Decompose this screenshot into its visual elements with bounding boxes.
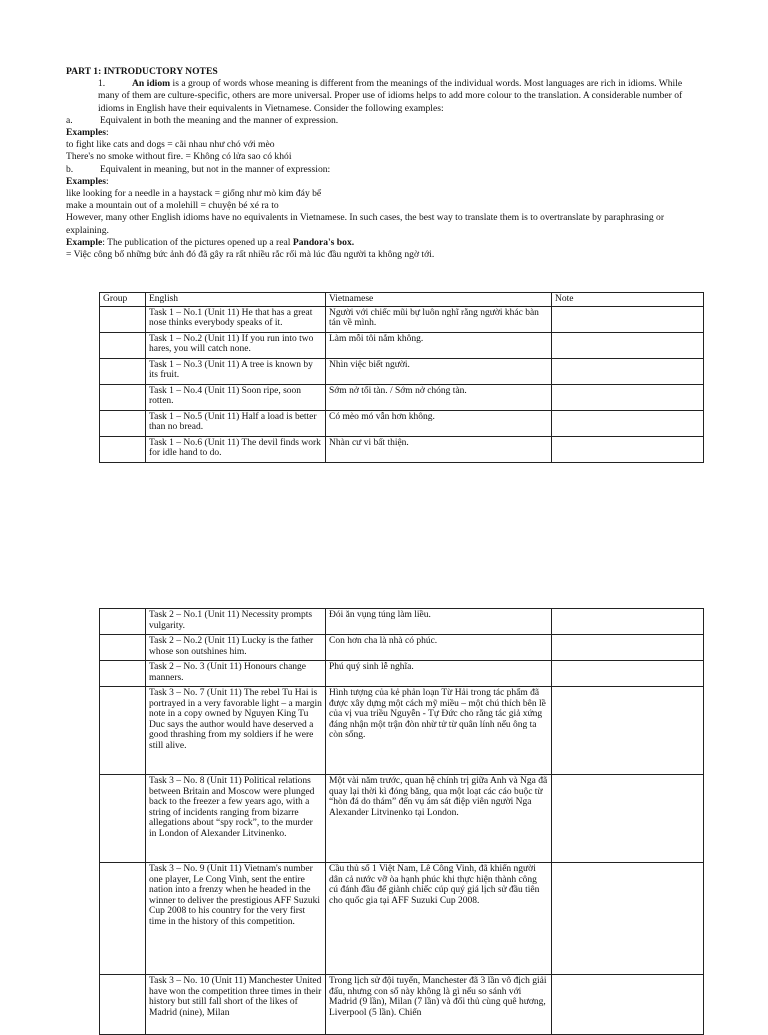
cell-group xyxy=(100,332,146,358)
table-row xyxy=(100,384,704,410)
example-label: Example xyxy=(66,236,103,248)
header-group: Group xyxy=(100,293,146,307)
header-vietnamese: Vietnamese xyxy=(326,293,552,307)
cell-group xyxy=(100,661,146,687)
paragraph-number: 1. xyxy=(98,78,106,90)
table-row xyxy=(100,306,704,332)
example-a1: to fight like cats and dogs = cãi nhau như chó với mèo xyxy=(66,139,275,151)
table-row xyxy=(100,358,704,384)
cell-note xyxy=(552,687,704,775)
table-row xyxy=(100,609,704,635)
examples-label-b: Examples: xyxy=(66,175,109,187)
cell-group xyxy=(100,410,146,436)
cell-english: Task 1 – No.4 (Unit 11) Soon ripe, soon rotten. xyxy=(146,384,326,410)
cell-group xyxy=(100,609,146,635)
cell-vietnamese: Một vài năm trước, quan hệ chính trị giữa Anh và Nga đã quay lại thời kì đóng băng, qua một loạt các cáo buộc từ “hòn đá do thám” đến vụ ám sát điệp viên người Nga Alexander Litvinenko tại London. xyxy=(326,775,552,863)
case-a-text: Equivalent in both the meaning and the manner of expression. xyxy=(100,114,339,126)
table-row xyxy=(100,635,704,661)
cell-english: Task 1 – No.1 (Unit 11) He that has a great nose thinks everybody speaks of it. xyxy=(146,306,326,332)
header-note: Note xyxy=(552,293,704,307)
cell-english: Task 1 – No.6 (Unit 11) The devil finds work for idle hand to do. xyxy=(146,436,326,462)
table-row xyxy=(100,661,704,687)
cell-group xyxy=(100,436,146,462)
table-row xyxy=(100,410,704,436)
cell-vietnamese: Sớm nở tối tàn. / Sớm nở chóng tàn. xyxy=(326,384,552,410)
overtranslate-paragraph: However, many other English idioms have no equivalents in Vietnamese. In such cases, the best way to translate them is to overtranslate by paraphrasing or explaining. xyxy=(66,212,665,236)
cell-group xyxy=(100,775,146,863)
cell-vietnamese: Nhàn cư vi bất thiện. xyxy=(326,436,552,462)
cell-vietnamese: Làm mỗi tôi nắm không. xyxy=(326,332,552,358)
case-b xyxy=(66,164,702,176)
cell-group xyxy=(100,863,146,975)
cell-vietnamese: Phú quý sinh lễ nghĩa. xyxy=(326,661,552,687)
case-a-number: a. xyxy=(66,114,73,126)
cell-english: Task 1 – No.2 (Unit 11) If you run into two hares, you will catch none. xyxy=(146,332,326,358)
table-row xyxy=(100,775,704,863)
cell-english: Task 2 – No. 3 (Unit 11) Honours change manners. xyxy=(146,661,326,687)
header-english: English xyxy=(146,293,326,307)
cell-english: Task 2 – No.2 (Unit 11) Lucky is the father whose son outshines him. xyxy=(146,635,326,661)
cell-english: Task 3 – No. 10 (Unit 11) Manchester United have won the competition three times in their history but still fall short of the likes of Madrid (nine), Milan xyxy=(146,975,326,1035)
cell-vietnamese: Hình tượng của kẻ phản loạn Từ Hải trong tác phẩm đã được xây dựng một cách mỹ miều – một chú thích bên lề của vị vua triều Nguyễn - Tự Đức cho rằng tác giả xứng đáng nhận một trận đòn nhừ tử từ quân lính nếu ông ta còn sống. xyxy=(326,687,552,775)
pandora-translation: = Việc công bố những bức ảnh đó đã gây ra rất nhiều rắc rối mà lúc đầu người ta không ngờ tới. xyxy=(66,249,435,261)
idiom-definition-text: is a group of words whose meaning is different from the meanings of the individual words. Most languages are rich in idioms. While many of them are culture-specific, others are more universal. Proper use of idioms helps to add more colour to the translation. A considerable number of idioms in English have their equivalents in Vietnamese. Consider the following examples: xyxy=(98,78,683,114)
cell-note xyxy=(552,975,704,1035)
introductory-notes xyxy=(66,66,702,261)
cell-english: Task 1 – No.3 (Unit 11) A tree is known by its fruit. xyxy=(146,358,326,384)
examples-label-a: Examples: xyxy=(66,127,109,139)
idiom-term: An idiom xyxy=(132,78,171,90)
cell-vietnamese: Cầu thủ số 1 Việt Nam, Lê Công Vinh, đã khiến người dân cả nước vỡ òa hạnh phúc khi thực hiện thành công cú đánh đầu để giành chiếc cúp quý giá lịch sử đầu tiên cho quốc gia tại AFF Suzuki Cup 2008. xyxy=(326,863,552,975)
cell-group xyxy=(100,635,146,661)
examples-label-text: Examples xyxy=(66,127,106,139)
cell-note xyxy=(552,332,704,358)
examples-label-text: Examples xyxy=(66,175,106,187)
cell-note xyxy=(552,436,704,462)
cell-note xyxy=(552,306,704,332)
example-b1: like looking for a needle in a haystack = giống như mò kim đáy bể xyxy=(66,188,322,200)
cell-note xyxy=(552,863,704,975)
cell-vietnamese: Nhìn việc biết người. xyxy=(326,358,552,384)
table-row xyxy=(100,863,704,975)
cell-group xyxy=(100,687,146,775)
table-row xyxy=(100,975,704,1035)
cell-note xyxy=(552,635,704,661)
idioms-table-task1 xyxy=(99,292,704,463)
idioms-table-task2-3 xyxy=(99,608,704,1035)
cell-group xyxy=(100,306,146,332)
cell-note xyxy=(552,384,704,410)
table-row xyxy=(100,332,704,358)
table-header-row xyxy=(100,293,704,307)
cell-english: Task 3 – No. 7 (Unit 11) The rebel Tu Hai is portrayed in a very favorable light – a margin note in a copy owned by Nguyen King Tu Duc says the author would have deserved a good thrashing from my soldiers if he were still alive. xyxy=(146,687,326,775)
cell-group xyxy=(100,975,146,1035)
cell-note xyxy=(552,358,704,384)
idiom-definition xyxy=(66,78,702,115)
cell-english: Task 3 – No. 8 (Unit 11) Political relations between Britain and Moscow were plunged back to the freezer a few years ago, with a string of incidents ranging from bizarre allegations about “spy rock”, to the murder in London of Alexander Litvinenko. xyxy=(146,775,326,863)
cell-english: Task 1 – No.5 (Unit 11) Half a load is better than no bread. xyxy=(146,410,326,436)
section-heading: PART 1: INTRODUCTORY NOTES xyxy=(66,66,218,77)
pandora-example xyxy=(66,237,702,249)
cell-vietnamese: Trong lịch sử đội tuyển, Manchester đã 3 lần vô địch giải đấu, nhưng con số này không là gì nếu so sánh với Madrid (9 lần), Milan (7 lần) và đối thủ cùng quê hương, Liverpool (5 lần). Chiến xyxy=(326,975,552,1035)
example-a2: There's no smoke without fire. = Không có lửa sao có khói xyxy=(66,151,292,163)
cell-group xyxy=(100,358,146,384)
cell-note xyxy=(552,661,704,687)
cell-note xyxy=(552,410,704,436)
cell-vietnamese: Người với chiếc mũi bự luôn nghĩ rằng người khác bàn tán về mình. xyxy=(326,306,552,332)
cell-english: Task 3 – No. 9 (Unit 11) Vietnam's number one player, Le Cong Vinh, sent the entire nation into a frenzy when he headed in the winner to deliver the prestigious AFF Suzuki Cup 2008 to his country for the very first time in the history of this competition. xyxy=(146,863,326,975)
case-b-text: Equivalent in meaning, but not in the manner of expression: xyxy=(100,163,331,175)
cell-note xyxy=(552,609,704,635)
cell-note xyxy=(552,775,704,863)
example-bold: Pandora's box. xyxy=(292,236,355,248)
example-b2: make a mountain out of a molehill = chuyện bé xé ra to xyxy=(66,200,279,212)
cell-vietnamese: Đói ăn vụng túng làm liều. xyxy=(326,609,552,635)
example-text: : The publication of the pictures opened up a real xyxy=(102,236,293,248)
case-b-number: b. xyxy=(66,163,74,175)
table-row xyxy=(100,687,704,775)
table-row xyxy=(100,436,704,462)
cell-group xyxy=(100,384,146,410)
cell-english: Task 2 – No.1 (Unit 11) Necessity prompts vulgarity. xyxy=(146,609,326,635)
cell-vietnamese: Con hơn cha là nhà có phúc. xyxy=(326,635,552,661)
cell-vietnamese: Có mèo mó vẫn hơn không. xyxy=(326,410,552,436)
case-a xyxy=(66,115,702,127)
